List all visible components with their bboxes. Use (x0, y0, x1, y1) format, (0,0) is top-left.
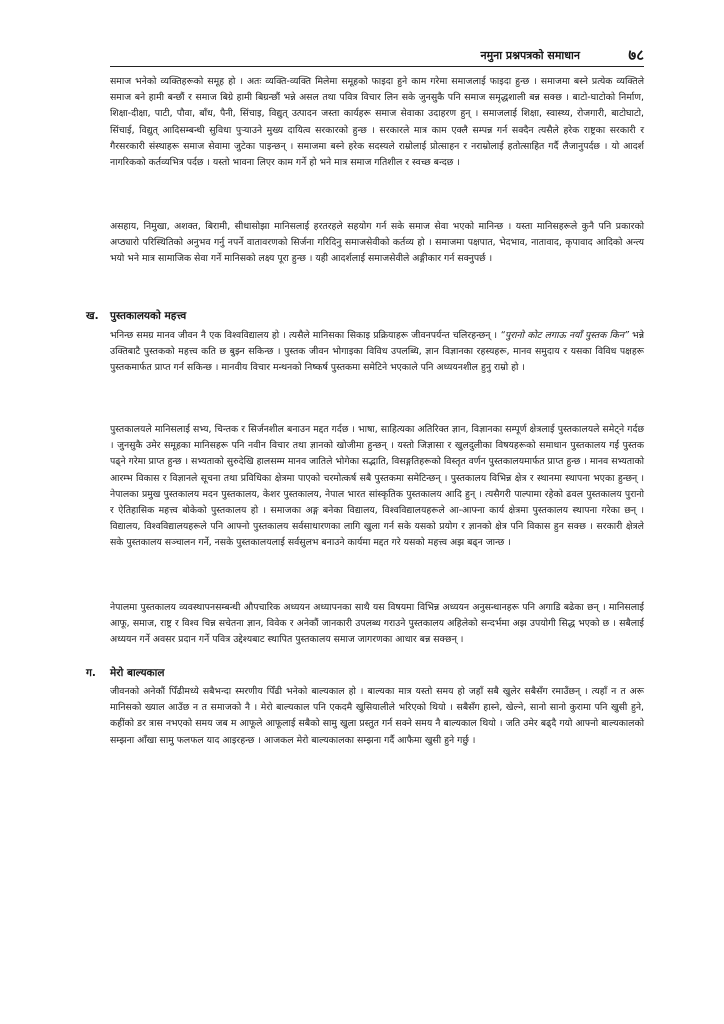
continuation-block-2 (110, 219, 644, 268)
page-number: ७८ (628, 46, 644, 64)
section-kha-paragraph-2: पुस्तकालयले मानिसलाई सभ्य, चिन्तक र सिर्जनशील बनाउन मद्दत गर्दछ । भाषा, साहित्यका अतिरिक्त ज्ञान, विज्ञानका सम्पूर्ण क्षेत्रलाई पुस्तकालयले समेट्ने गर्दछ । जुनसुकै उमेर समूहका मानिसहरू पनि नवीन विचार तथा ज्ञानको खोजीमा हुन्छन् । यस्तो जिज्ञासा र खुलदुलीका विषयहरूको समाधान पुस्तकालय गई पुस्तक पढ्ने गरेमा प्राप्त हुन्छ । सभ्यताको सुरुदेखि हालसम्म मानव जातिले भोगेका सद्भाति, विसङ्गतिहरूको विस्तृत वर्णन पुस्तकालयमार्फत प्राप्त हुन्छ । मानव सभ्यताको आरम्भ विकास र विज्ञानले सूचना तथा प्रविधिका क्षेत्रमा पाएको चरमोत्कर्ष सबै पुस्तकमा समेटिन्छन् । पुस्तकालय विभिन्न क्षेत्र र स्थानमा स्थापना भएका हुन्छन् । नेपालका प्रमुख पुस्तकालय मदन पुस्तकालय, केशर पुस्तकालय, नेपाल भारत सांस्कृतिक पुस्तकालय आदि हुन् । त्यसैगरी पाल्पामा रहेको ढवल पुस्तकालय पुरानो र ऐतिहासिक महत्त्व बोकेको पुस्तकालय हो । समाजका अङ्ग बनेका विद्यालय, विश्वविद्यालयहरूले आ-आफ्ना कार्य क्षेत्रमा पुस्तकालय स्थापना गरेका छन् । विद्यालय, विश्वविद्यालयहरूले पनि आफ्नो पुस्तकालय सर्वसाधारणका लागि खुला गर्न सके यसको प्रयोग र ज्ञानको क्षेत्र पनि विकास हुन सक्छ । सरकारी क्षेत्रले सके पुस्तकालय सञ्चालन गर्ने, नसके पुस्तकालयलाई सर्वसुलभ बनाउने कार्यमा मद्दत गरे यसको महत्त्व अझ बढ्न जान्छ । (110, 424, 644, 549)
section-kha-heading (86, 307, 186, 325)
section-kha-paragraph-1 (110, 328, 644, 377)
continuation-block (110, 74, 644, 171)
kha-quote: “पुरानो कोट लगाऊ नयाँ पुस्तक किन” (500, 330, 630, 341)
section-ga-title: मेरो बाल्यकाल (110, 667, 165, 679)
page-header (110, 46, 644, 67)
section-ga-letter: ग. (86, 667, 96, 679)
section-kha-title: पुस्तकालयको महत्त्व (110, 310, 187, 322)
section-ga-body-1 (110, 684, 644, 749)
header-title: नमुना प्रश्नपत्रको समाधान (480, 49, 580, 62)
section-ga-heading (86, 664, 164, 682)
section-kha-body-2 (110, 422, 644, 552)
continuation-paragraph-2: असहाय, निमुखा, अशक्त, बिरामी, सीधासोझा मानिसलाई हरतरहले सहयोग गर्न सके समाज सेवा भएको मानिन्छ । यस्ता मानिसहरूले कुनै पनि प्रकारको अप्ठ्यारो परिस्थितिको अनुभव गर्नु नपर्ने वातावरणको सिर्जना गरिदिनु समाजसेवीको कर्तव्य हो । समाजमा पक्षपात, भेदभाव, नातावाद, कृपावाद आदिको अन्त्य भयो भने मात्र सामाजिक सेवा गर्ने मानिसको लक्ष्य पूरा हुन्छ । यही आदर्शलाई समाजसेवीले अङ्गीकार गर्न सक्नुपर्छ । (110, 221, 644, 265)
section-kha-paragraph-3: नेपालमा पुस्तकालय व्यवस्थापनसम्बन्धी औपचारिक अध्ययन अध्यापनका साथै यस विषयमा विभिन्न अध्ययन अनुसन्धानहरू पनि अगाडि बढेका छन् । मानिसलाई आफू, समाज, राष्ट्र र विश्व चिन्न सचेतना ज्ञान, विवेक र अनेकौं जानकारी उपलब्ध गराउने पुस्तकालय अहिलेको सन्दर्भमा अझ उपयोगी सिद्ध भएको छ । सबैलाई अध्ययन गर्ने अवसर प्रदान गर्ने पवित्र उद्देश्यबाट स्थापित पुस्तकालय समाज जागरणका आधार बन्न सक्छन् । (110, 602, 644, 646)
section-kha-letter: ख. (86, 310, 99, 322)
kha-p1-text-b: भन्ने उक्तिबाटै पुस्तकको महत्त्व कति छ बुझ्न सकिन्छ । पुस्तक जीवन भोगाइका विविध उपलब्धि, ज्ञान विज्ञानका रहस्यहरू, मानव समुदाय र यसका विविध पक्षहरू पुस्तकमार्फत प्राप्त गर्न सकिन्छ । मानवीय विचार मन्थनको निष्कर्ष पुस्तकमा समेटिने भएकाले पनि अध्ययनशील हुनु राम्रो हो । (110, 330, 644, 374)
section-kha-body-1 (110, 328, 644, 377)
kha-p1-text-a: भनिन्छ समग्र मानव जीवन नै एक विश्वविद्यालय हो । त्यसैले मानिसका सिकाइ प्रक्रियाहरू जीवनपर्यन्त चलिरहन्छन् । (110, 330, 501, 341)
section-kha-body-3 (110, 600, 644, 649)
continuation-paragraph-1: समाज भनेको व्यक्तिहरूको समूह हो । अतः व्यक्ति-व्यक्ति मिलेमा समूहको फाइदा हुने काम गरेमा समाजलाई फाइदा हुन्छ । समाजमा बस्ने प्रत्येक व्यक्तिले समाज बने हामी बन्छौं र समाज बिग्रे हामी बिग्रन्छौं भन्ने असल तथा पवित्र विचार लिन सके जुनसुकै पनि समाज समृद्धशाली बन्न सक्छ । बाटो-घाटोको निर्माण, शिक्षा-दीक्षा, पाटी, पौवा, बाँध, पैनी, सिंचाइ, विद्युत् उत्पादन जस्ता कार्यहरू समाज सेवाका उदाहरण हुन् । समाजलाई शिक्षा, स्वास्थ्य, रोजगारी, बाटोघाटो, सिंचाई, विद्युत् आदिसम्बन्धी सुविधा पुऱ्याउने मुख्य दायित्व सरकारको हुन्छ । सरकारले मात्र काम एक्लै सम्पन्न गर्न सक्दैन त्यसैले हरेक राष्ट्रका सरकारी र गैरसरकारी संस्थाहरू समाज सेवामा जुटेका पाइन्छन् । समाजमा बस्ने हरेक सदस्यले राम्रोलाई प्रोत्साहन र नराम्रोलाई हतोत्साहित गर्दै लैजानुपर्दछ । यो आदर्श नागरिकको कर्तव्यभित्र पर्दछ । यस्तो भावना लिएर काम गर्ने हो भने मात्र समाज गतिशील र स्वच्छ बन्दछ । (110, 76, 644, 169)
section-ga-paragraph-1: जीवनको अनेकौं पिँढीमध्ये सबैभन्दा स्मरणीय पिँढी भनेको बाल्यकाल हो । बाल्यका मात्र यस्तो समय हो जहाँ सबै खुलेर सबैसँग रमाउँछन् । त्यहाँ न त अरू मानिसको ख्याल आउँछ न त समाजको नै । मेरो बाल्यकाल पनि एकदमै खुसियालीले भरिएको थियो । सबैसँग हास्ने, खेल्ने, सानो सानो कुरामा पनि खुसी हुने, कहींको डर त्रास नभएको समय जब म आफूले आफूलाई सबैको सामु खुला प्रस्तुत गर्न सक्ने समय नै बाल्यकाल थियो । जति उमेर बढ्दै गयो आफ्नो बाल्यकालको सम्झना आँखा सामु फलफल याद आइरहन्छ । आजकल मेरो बाल्यकालका सम्झना गर्दै आफैमा खुसी हुने गर्छु । (110, 686, 644, 746)
